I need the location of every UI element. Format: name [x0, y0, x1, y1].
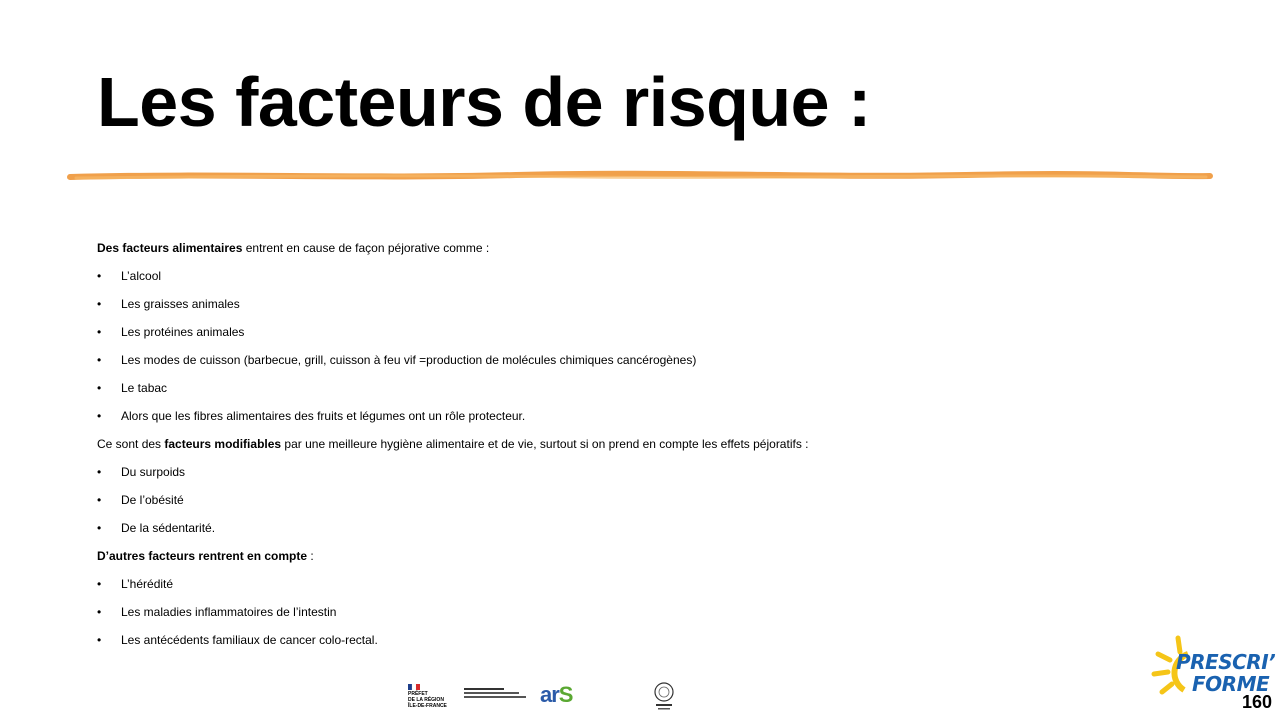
prefet-logo [404, 682, 454, 716]
list-item: • L’hérédité [97, 570, 1097, 598]
bullet-icon: • [97, 633, 102, 647]
bullet-icon: • [97, 409, 102, 423]
brand-text-line1: PRESCRI’ [1176, 650, 1276, 674]
ars-logo: arS [540, 682, 573, 707]
modifiable-factors-paragraph: Ce sont des facteurs modifiables par une meilleure hygiène alimentaire et de vie, surtout si on prend en compte les effets péjoratifs : [97, 437, 809, 451]
list-item: • L’alcool [97, 262, 1097, 290]
page-number: 160 [1242, 692, 1273, 712]
partner-logos [404, 682, 684, 716]
bullet-icon: • [97, 605, 102, 619]
orange-underline-stroke [66, 167, 1214, 185]
modifiable-factors-bold: facteurs modifiables [164, 437, 282, 451]
bullet-icon: • [97, 381, 102, 395]
list-item: • Les antécédents familiaux de cancer colo-rectal. [97, 626, 1097, 654]
list-item: • De l’obésité [97, 486, 1097, 514]
slide-title: Les facteurs de risque : [97, 63, 871, 141]
list-item: • Du surpoids [97, 458, 1097, 486]
list-item: • Les protéines animales [97, 318, 1097, 346]
brand-text-line2: FORME [1192, 672, 1270, 696]
prefet-logo-text: PRÉFET DE LA RÉGION ÎLE-DE-FRANCE [408, 691, 447, 709]
slide-body [97, 234, 1097, 654]
bullet-icon: • [97, 297, 102, 311]
bullet-icon: • [97, 493, 102, 507]
intro-bold-text: Des facteurs alimentaires [97, 241, 243, 255]
direction-regionale-logo [464, 686, 534, 706]
other-factors-paragraph: D’autres facteurs rentrent en compte : [97, 549, 314, 563]
intro-paragraph [97, 234, 1097, 262]
intro-text: entrent en cause de façon péjorative comme : [242, 241, 490, 255]
other-factors-bold: D’autres facteurs rentrent en compte [97, 549, 308, 563]
list-item: • Les maladies inflammatoires de l’intestin [97, 598, 1097, 626]
list-item: • Les modes de cuisson (barbecue, grill, cuisson à feu vif =production de molécules chimiques cancérogènes) [97, 346, 1097, 374]
list-item: • Les graisses animales [97, 290, 1097, 318]
bullet-icon: • [97, 325, 102, 339]
list-item: • Le tabac [97, 374, 1097, 402]
bullet-icon: • [97, 353, 102, 367]
list-item: • De la sédentarité. [97, 514, 1097, 542]
bullet-icon: • [97, 577, 102, 591]
bullet-icon: • [97, 465, 102, 479]
list-item: • Alors que les fibres alimentaires des fruits et légumes ont un rôle protecteur. [97, 402, 1097, 430]
french-flag-icon [408, 684, 420, 690]
bullet-icon: • [97, 521, 102, 535]
bullet-icon: • [97, 269, 102, 283]
seal-logo-icon [652, 682, 676, 712]
